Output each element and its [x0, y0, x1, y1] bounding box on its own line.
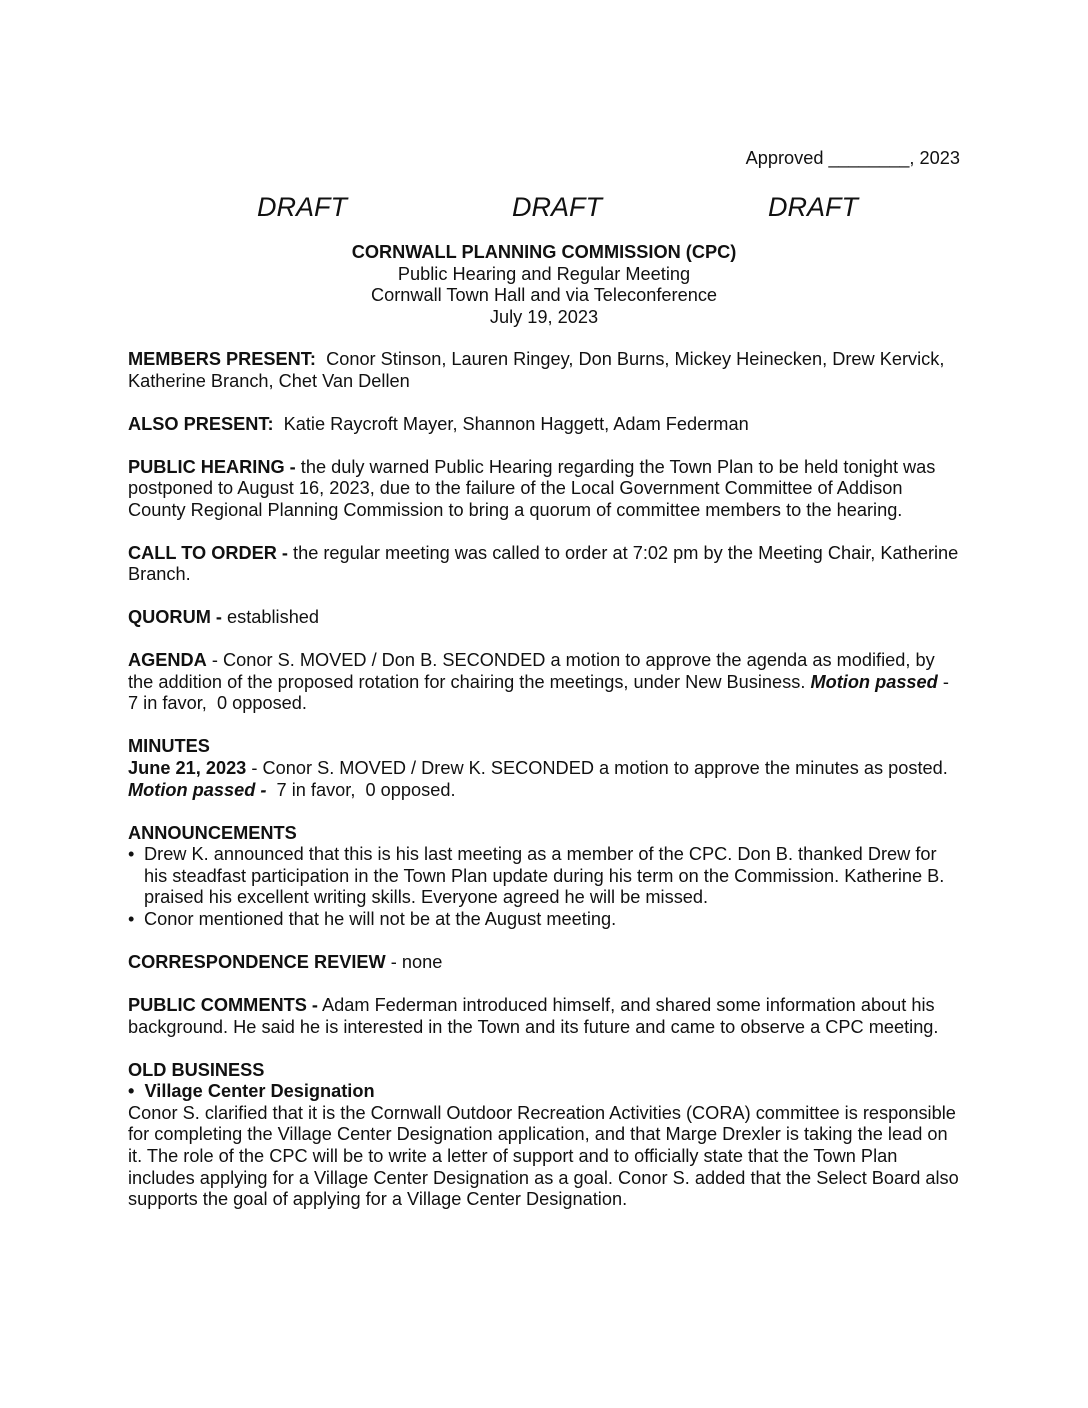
draft-watermark-row — [0, 190, 1088, 224]
announcement-text: Conor mentioned that he will not be at the August meeting. — [144, 909, 617, 930]
agenda-label: AGENDA — [128, 650, 207, 671]
public-hearing-label: PUBLIC HEARING - — [128, 456, 296, 477]
correspondence-section — [128, 952, 960, 974]
meeting-type: Public Hearing and Regular Meeting — [397, 263, 691, 284]
announcement-text: Drew K. announced that this is his last meeting as a member of the CPC. Don B. thanked Drew for his steadfast participation in the Town Plan update during his term on the Commission. Katherine B. praised his excellent writing skills. Everyone agreed he will be missed. — [144, 844, 945, 908]
members-present-label: MEMBERS PRESENT: — [128, 349, 316, 369]
agenda-motion: Motion passed — [810, 671, 938, 692]
minutes-result: 7 in favor, 0 opposed. — [266, 779, 456, 800]
correspondence-text: - none — [385, 952, 443, 972]
also-present-section — [128, 414, 960, 436]
old-business-text: Conor S. clarified that it is the Cornwall Outdoor Recreation Activities (CORA) committee is responsible for completing the Village Center Designation application, and that Marge Drexler is taking the lead on it. The role of the CPC will be to write a letter of support and to officially state that the Town Plan includes applying for a Village Center Designation as a goal. Conor S. added that the Select Board also supports the goal of applying for a Village Center Designation. — [128, 1102, 959, 1210]
agenda-result: - 7 in favor, 0 opposed. — [128, 671, 954, 714]
agenda-text: - Conor S. MOVED / Don B. SECONDED a motion to approve the agenda as modified, by the addition of the proposed rotation for chairing the meetings, under New Business. — [128, 650, 935, 692]
quorum-text: established — [221, 607, 320, 628]
minutes-heading: MINUTES — [128, 736, 210, 757]
announcements-list — [128, 844, 960, 930]
public-hearing-section — [128, 457, 960, 522]
minutes-motion: Motion passed - — [128, 779, 267, 800]
list-item — [128, 844, 960, 909]
members-present-section — [128, 349, 960, 392]
also-present-label: ALSO PRESENT: — [128, 413, 274, 434]
public-comments-text: Adam Federman introduced himself, and shared some information about his background. He said he is interested in the Town and its future and came to observe a CPC meeting. — [128, 994, 939, 1037]
announcements-heading: ANNOUNCEMENTS — [128, 822, 297, 843]
meeting-date: July 19, 2023 — [489, 306, 599, 327]
bullet-mark: • — [128, 844, 135, 865]
public-comments-section — [128, 995, 960, 1038]
document-header — [0, 242, 1088, 328]
bullet-mark: • — [128, 909, 135, 930]
approval-line: Approved ________, 2023 — [745, 148, 960, 168]
old-business-subheading: • Village Center Designation — [128, 1081, 375, 1102]
public-hearing-text: the duly warned Public Hearing regarding the Town Plan to be held tonight was postponed to August 16, 2023, due to the failure of the Local Government Committee of Addison County Regional Planning Commission to bring a quorum of committee members to the hearing. — [128, 456, 936, 520]
draft-mark: DRAFT — [768, 192, 858, 222]
list-item — [128, 909, 960, 931]
public-comments-label: PUBLIC COMMENTS - — [128, 994, 318, 1015]
minutes-section — [128, 758, 960, 801]
also-present-text: Katie Raycroft Mayer, Shannon Haggett, Adam Federman — [273, 413, 749, 434]
draft-mark: DRAFT — [257, 192, 347, 222]
quorum-section — [128, 607, 960, 629]
minutes-text: - Conor S. MOVED / Drew K. SECONDED a motion to approve the minutes as posted. — [246, 758, 948, 779]
old-business-heading: OLD BUSINESS — [128, 1059, 265, 1080]
call-to-order-text: the regular meeting was called to order at 7:02 pm by the Meeting Chair, Katherine Branch. — [128, 542, 959, 585]
quorum-label: QUORUM - — [128, 607, 222, 628]
call-to-order-section — [128, 543, 960, 586]
organization-title: CORNWALL PLANNING COMMISSION (CPC) — [351, 242, 737, 262]
correspondence-label: CORRESPONDENCE REVIEW — [128, 952, 386, 972]
minutes-date: June 21, 2023 — [128, 758, 247, 779]
draft-mark: DRAFT — [512, 192, 602, 222]
members-present-text: Conor Stinson, Lauren Ringey, Don Burns, Mickey Heinecken, Drew Kervick, Katherine Branch, Chet Van Dellen — [128, 349, 950, 391]
meeting-location: Cornwall Town Hall and via Teleconference — [370, 285, 718, 306]
agenda-section — [128, 650, 960, 715]
minutes-body — [128, 349, 960, 1232]
call-to-order-label: CALL TO ORDER - — [128, 542, 288, 563]
